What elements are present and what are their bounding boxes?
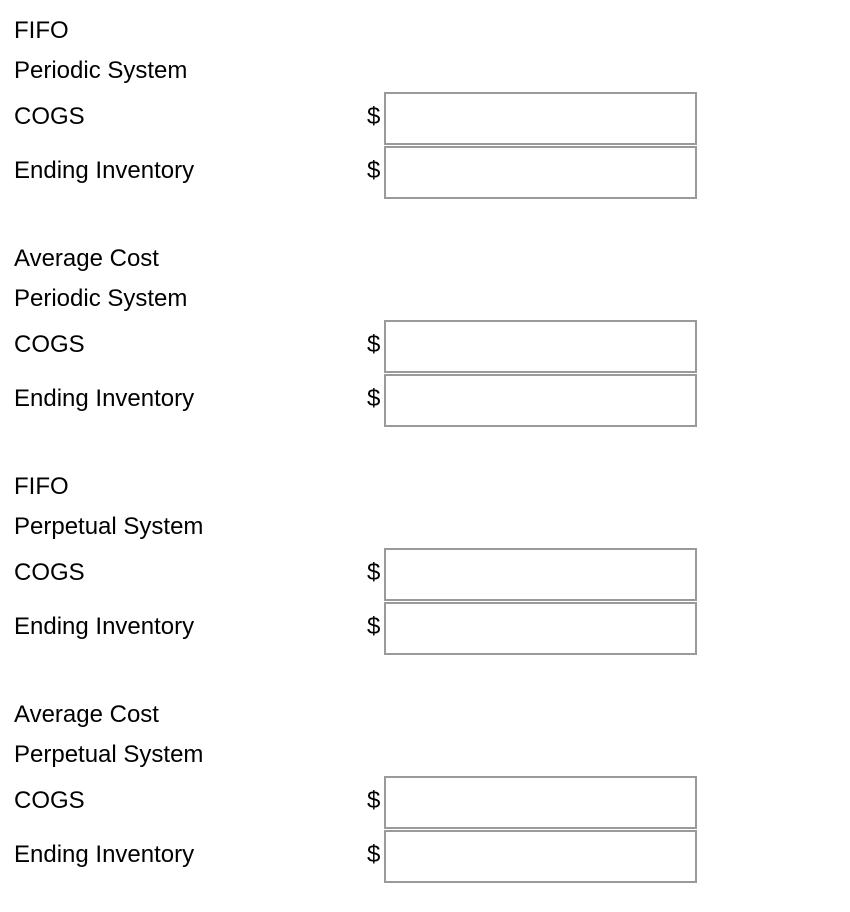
ending-inventory-label: Ending Inventory [14, 841, 195, 868]
ending-inventory-label: Ending Inventory [14, 613, 195, 640]
ending-inventory-input[interactable] [384, 374, 697, 427]
cogs-label: COGS [14, 331, 85, 358]
ending-inventory-label: Ending Inventory [14, 385, 195, 412]
method-title: FIFO [14, 473, 69, 500]
system-title: Perpetual System [14, 741, 204, 768]
cogs-label: COGS [14, 787, 85, 814]
inventory-method-section [0, 456, 850, 684]
inventory-method-section [0, 228, 850, 456]
system-title: Perpetual System [14, 513, 204, 540]
method-title: FIFO [14, 17, 69, 44]
cogs-input[interactable] [384, 320, 697, 373]
method-title: Average Cost [14, 245, 159, 272]
ending-inventory-currency-symbol: $ [367, 613, 381, 640]
inventory-method-section [0, 0, 850, 228]
ending-inventory-currency-symbol: $ [367, 157, 381, 184]
cogs-currency-symbol: $ [367, 331, 381, 358]
cogs-label: COGS [14, 559, 85, 586]
ending-inventory-currency-symbol: $ [367, 385, 381, 412]
cogs-input[interactable] [384, 776, 697, 829]
cogs-currency-symbol: $ [367, 787, 381, 814]
method-title: Average Cost [14, 701, 159, 728]
cogs-input[interactable] [384, 92, 697, 145]
cogs-currency-symbol: $ [367, 559, 381, 586]
ending-inventory-label: Ending Inventory [14, 157, 195, 184]
ending-inventory-input[interactable] [384, 602, 697, 655]
inventory-method-section [0, 684, 850, 912]
ending-inventory-input[interactable] [384, 830, 697, 883]
ending-inventory-currency-symbol: $ [367, 841, 381, 868]
cogs-input[interactable] [384, 548, 697, 601]
system-title: Periodic System [14, 57, 188, 84]
system-title: Periodic System [14, 285, 188, 312]
cogs-currency-symbol: $ [367, 103, 381, 130]
ending-inventory-input[interactable] [384, 146, 697, 199]
cogs-label: COGS [14, 103, 85, 130]
